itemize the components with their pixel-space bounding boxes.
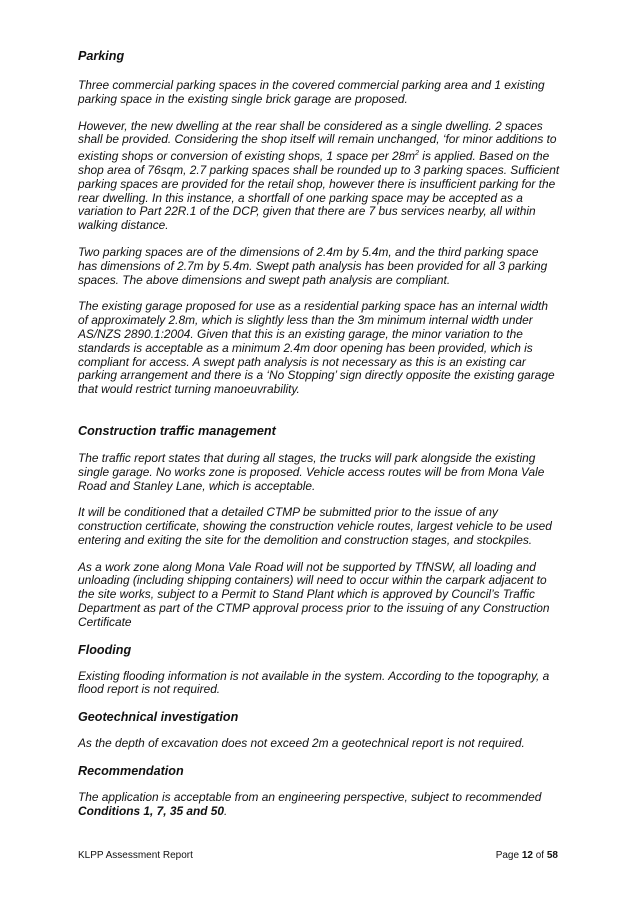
construction-paragraph-1: The traffic report states that during all stages, the trucks will park alongside the existing single garage. No works zone is proposed. Vehicle access routes will be from Mona Vale Road and Stanley Lane, which is acceptable.	[78, 450, 545, 493]
parking-paragraph-2	[78, 120, 560, 233]
footer-of-word: of	[535, 850, 545, 861]
parking-paragraph-1: Three commercial parking spaces in the covered commercial parking area and 1 existing parking space in the existing single brick garage are proposed.	[78, 78, 545, 106]
parking-paragraph-2-part-b: is applied. Based on the shop area of 76sqm, 2.7 parking spaces shall be rounded up to 3 parking spaces. Sufficient parking spaces are provided for the retail shop, however there is insufficient parking for the rear dwelling. In this instance, a shortfall of one parking space may be accepted as a variation to Part 22R.1 of the DCP, given that there are 7 bus services nearby, all within walking distance.	[78, 149, 560, 233]
heading-geotechnical: Geotechnical investigation	[78, 710, 239, 725]
footer-page-number	[496, 850, 558, 861]
recommendation-end: .	[224, 803, 228, 818]
document-body	[78, 49, 560, 819]
geotechnical-paragraph: As the depth of excavation does not exceed 2m a geotechnical report is not required.	[78, 736, 525, 751]
recommendation-conditions: Conditions 1, 7, 35 and 50	[78, 803, 225, 818]
construction-paragraph-2: It will be conditioned that a detailed CTMP be submitted prior to the issue of any construction certificate, showing the construction vehicle routes, largest vehicle to be used entering and exiting the site for the demolition and construction stages, and stockpiles.	[78, 505, 552, 547]
flooding-paragraph: Existing flooding information is not available in the system. According to the topography, a flood report is not required.	[78, 668, 550, 697]
construction-paragraph-3: As a work zone along Mona Vale Road will not be supported by TfNSW, all loading and unloading (including shipping containers) will need to occur within the carpark adjacent to the site works, subject to a Permit to Stand Plant which is approved by Council’s Traffic Department as part of the CTMP approval process prior to the issuing of any Construction Certificate	[78, 559, 550, 629]
recommendation-paragraph	[78, 791, 560, 819]
superscript-2: 2	[415, 150, 419, 158]
footer-page-total: 58	[546, 850, 558, 861]
heading-flooding: Flooding	[78, 642, 132, 657]
parking-paragraph-4: The existing garage proposed for use as a residential parking space has an internal width of approximately 2.8m, which is slightly less than the 3m minimum internal width under AS/NZS 2890.1:2004. Given that this is an existing garage, the minor variation to the standards is acceptable as a minimum 2.4m door opening has been provided, which is compliant for access. A swept path analysis is not necessary as this is an existing car parking arrangement and there is a ‘No Stopping’ sign directly opposite the existing garage that would restrict turning manoeuvrability.	[78, 299, 555, 397]
footer-page-word: Page	[495, 850, 520, 861]
footer-page-current: 12	[521, 850, 533, 861]
heading-construction: Construction traffic management	[78, 423, 276, 438]
heading-parking: Parking	[78, 49, 125, 63]
parking-paragraph-2-part-a: However, the new dwelling at the rear shall be considered as a single dwelling. 2 spaces shall be provided. Considering the shop itself will remain unchanged, ‘for minor additions to existing shops or conversion of existing shops, 1 space per 28m	[78, 118, 557, 164]
footer-report-title: KLPP Assessment Report	[78, 850, 193, 861]
recommendation-text: The application is acceptable from an engineering perspective, subject to recommended	[78, 790, 542, 805]
heading-recommendation: Recommendation	[78, 764, 184, 779]
parking-paragraph-3: Two parking spaces are of the dimensions of 2.4m by 5.4m, and the third parking space has dimensions of 2.7m by 5.4m. Swept path analysis has been provided for all 3 parking spaces. The above dimensions and swept path analysis are compliant.	[78, 244, 548, 287]
